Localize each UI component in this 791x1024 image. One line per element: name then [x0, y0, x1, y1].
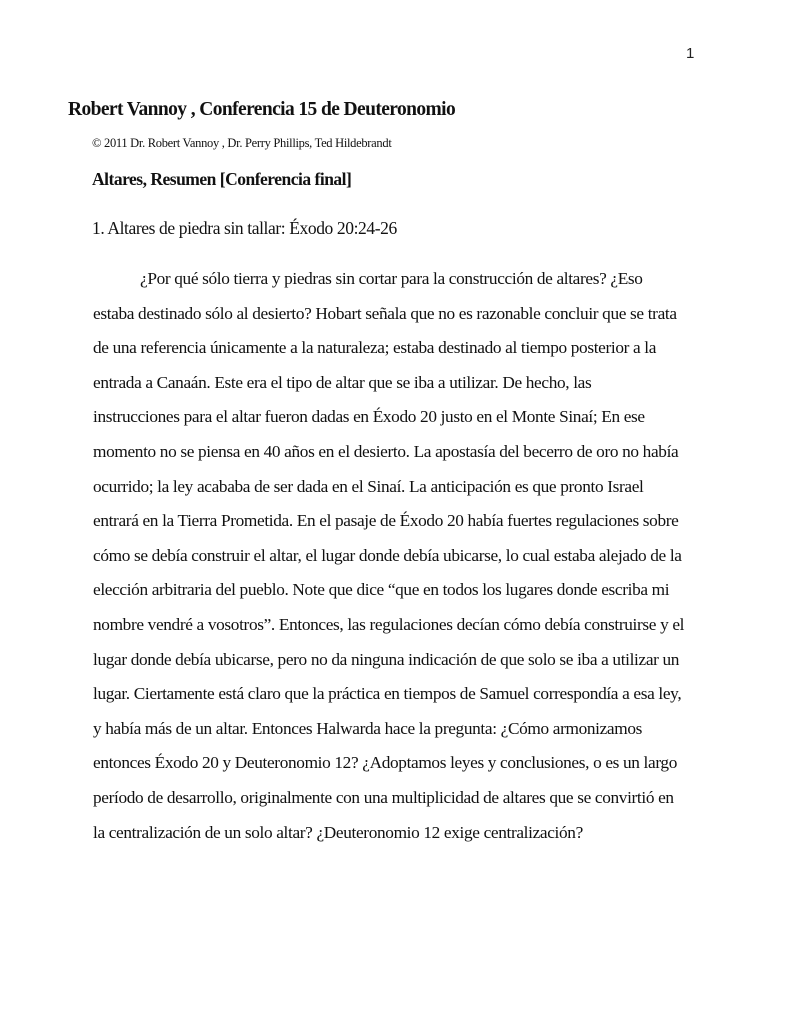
paragraph-line: momento no se piensa en 40 años en el desierto. La apostasía del becerro de oro no había [93, 441, 679, 461]
paragraph-line: entrada a Canaán. Este era el tipo de altar que se iba a utilizar. De hecho, las [93, 372, 592, 392]
page-number: 1 [686, 45, 695, 62]
paragraph-line: y había más de un altar. Entonces Halwarda hace la pregunta: ¿Cómo armonizamos [93, 718, 643, 738]
paragraph-line: la centralización de un solo altar? ¿Deuteronomio 12 exige centralización? [93, 822, 583, 842]
paragraph-line: de una referencia únicamente a la naturaleza; estaba destinado al tiempo posterior a la [93, 338, 657, 358]
body-paragraph [93, 262, 733, 850]
paragraph-line: entrará en la Tierra Prometida. En el pasaje de Éxodo 20 había fuertes regulaciones sobre [93, 511, 679, 531]
paragraph-line: entonces Éxodo 20 y Deuteronomio 12? ¿Adoptamos leyes y conclusiones, o es un largo [93, 753, 677, 773]
paragraph-line: elección arbitraria del pueblo. Note que dice “que en todos los lugares donde escriba mi [93, 580, 670, 600]
paragraph-line: período de desarrollo, originalmente con una multiplicidad de altares que se convirtió en [93, 787, 674, 807]
paragraph-line: lugar. Ciertamente está claro que la práctica en tiempos de Samuel correspondía a esa ley, [93, 684, 682, 704]
paragraph-line: lugar donde debía ubicarse, pero no da ninguna indicación de que solo se iba a utilizar un [93, 649, 680, 669]
paragraph-line: instrucciones para el altar fueron dadas en Éxodo 20 justo en el Monte Sinaí; En ese [93, 407, 645, 427]
document-title: Robert Vannoy , Conferencia 15 de Deuteronomio [68, 99, 456, 120]
copyright-notice: © 2011 Dr. Robert Vannoy , Dr. Perry Phillips, Ted Hildebrandt [92, 136, 392, 150]
paragraph-line: ocurrido; la ley acababa de ser dada en el Sinaí. La anticipación es que pronto Israel [93, 476, 644, 496]
paragraph-line: cómo se debía construir el altar, el lugar donde debía ubicarse, lo cual estaba alejado de la [93, 545, 682, 565]
paragraph-line: estaba destinado sólo al desierto? Hobart señala que no es razonable concluir que se trata [93, 303, 677, 323]
paragraph-line: ¿Por qué sólo tierra y piedras sin cortar para la construcción de altares? ¿Eso [140, 269, 643, 288]
section-title: Altares, Resumen [Conferencia final] [92, 169, 352, 189]
paragraph-line: nombre vendré a vosotros”. Entonces, las regulaciones decían cómo debía construirse y el [93, 614, 685, 634]
subsection-heading: 1. Altares de piedra sin tallar: Éxodo 20:24-26 [92, 218, 397, 238]
